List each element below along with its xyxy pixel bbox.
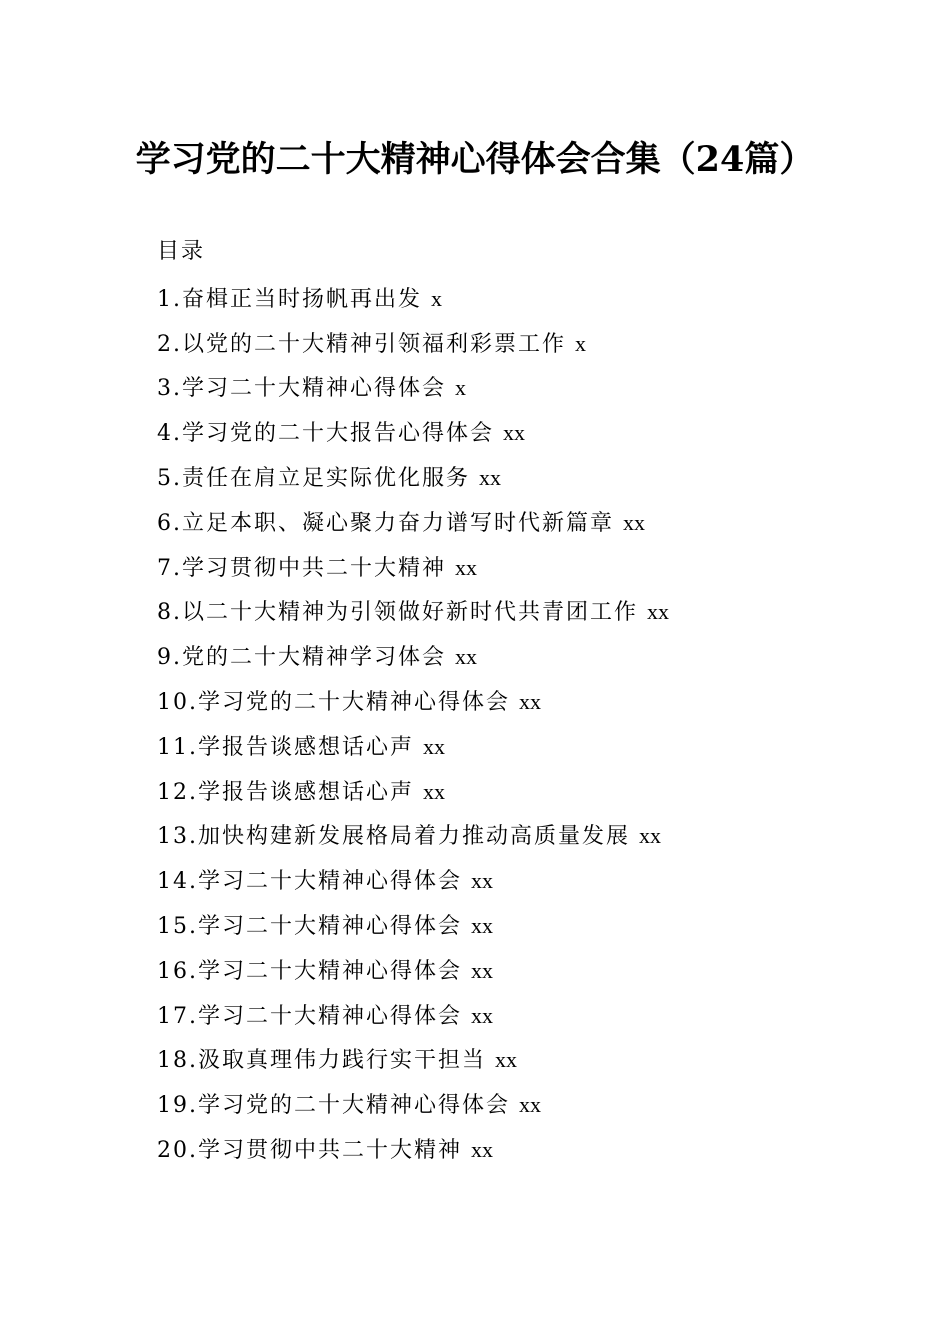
toc-entry-page: xx [647, 599, 669, 625]
toc-entry-title: 7.学习贯彻中共二十大精神 [157, 555, 446, 581]
toc-entry[interactable] [157, 814, 857, 859]
toc-entry-page: xx [455, 554, 477, 580]
toc-entry-page: xx [471, 1136, 493, 1162]
toc-entry[interactable] [157, 949, 857, 994]
toc-heading: 目录 [157, 239, 206, 264]
toc-entry[interactable] [157, 680, 857, 725]
toc-entry-title: 13.加快构建新发展格局着力推动高质量发展 [157, 824, 630, 850]
toc-entry-title: 6.立足本职、凝心聚力奋力谱写时代新篇章 [157, 510, 614, 536]
toc-entry-page: xx [519, 688, 541, 714]
toc-entry-page: xx [455, 644, 477, 670]
toc-entry-title: 5.责任在肩立足实际优化服务 [157, 465, 470, 491]
toc-entry[interactable] [157, 322, 857, 367]
toc-entry-title: 14.学习二十大精神心得体会 [157, 869, 462, 895]
toc-entry-page: xx [639, 823, 661, 849]
toc-entry[interactable] [157, 635, 857, 680]
toc-entry[interactable] [157, 546, 857, 591]
toc-list [157, 277, 857, 1173]
toc-entry[interactable] [157, 770, 857, 815]
document-title: 学习党的二十大精神心得体会合集（24篇） [135, 139, 815, 180]
toc-entry-title: 1.奋楫正当时扬帆再出发 [157, 286, 422, 312]
toc-entry-title: 8.以二十大精神为引领做好新时代共青团工作 [157, 600, 638, 626]
toc-entry-page: xx [479, 464, 501, 490]
toc-entry[interactable] [157, 277, 857, 322]
toc-entry[interactable] [157, 1083, 857, 1128]
toc-entry-title: 10.学习党的二十大精神心得体会 [157, 689, 510, 715]
toc-entry-page: x [455, 375, 466, 401]
table-of-contents [157, 232, 857, 1173]
toc-entry[interactable] [157, 411, 857, 456]
toc-entry[interactable] [157, 456, 857, 501]
toc-entry[interactable] [157, 725, 857, 770]
toc-entry-page: xx [423, 778, 445, 804]
toc-entry-page: xx [503, 420, 525, 446]
toc-entry-title: 2.以党的二十大精神引领福利彩票工作 [157, 331, 566, 357]
toc-entry-title: 17.学习二十大精神心得体会 [157, 1003, 462, 1029]
toc-entry[interactable] [157, 501, 857, 546]
toc-entry-title: 9.党的二十大精神学习体会 [157, 645, 446, 671]
toc-entry-title: 11.学报告谈感想话心声 [157, 734, 414, 760]
toc-entry-page: xx [471, 1002, 493, 1028]
toc-entry[interactable] [157, 1128, 857, 1173]
toc-entry-title: 3.学习二十大精神心得体会 [157, 376, 446, 402]
toc-entry-title: 16.学习二十大精神心得体会 [157, 958, 462, 984]
toc-entry-page: xx [471, 912, 493, 938]
toc-entry[interactable] [157, 1038, 857, 1083]
toc-entry-page: x [431, 285, 442, 311]
toc-entry-title: 4.学习党的二十大报告心得体会 [157, 421, 494, 447]
toc-entry-page: xx [623, 509, 645, 535]
toc-entry-title: 20.学习贯彻中共二十大精神 [157, 1137, 462, 1163]
toc-entry-title: 15.学习二十大精神心得体会 [157, 913, 462, 939]
toc-entry-page: xx [495, 1047, 517, 1073]
toc-entry[interactable] [157, 859, 857, 904]
toc-entry-title: 19.学习党的二十大精神心得体会 [157, 1093, 510, 1119]
toc-entry[interactable] [157, 994, 857, 1039]
toc-entry-page: xx [423, 733, 445, 759]
toc-entry-page: xx [519, 1092, 541, 1118]
toc-entry[interactable] [157, 366, 857, 411]
toc-entry-page: xx [471, 868, 493, 894]
toc-entry[interactable] [157, 904, 857, 949]
toc-entry-page: xx [471, 957, 493, 983]
toc-entry-page: x [575, 330, 586, 356]
toc-entry-title: 12.学报告谈感想话心声 [157, 779, 414, 805]
toc-entry[interactable] [157, 590, 857, 635]
toc-entry-title: 18.汲取真理伟力践行实干担当 [157, 1048, 486, 1074]
